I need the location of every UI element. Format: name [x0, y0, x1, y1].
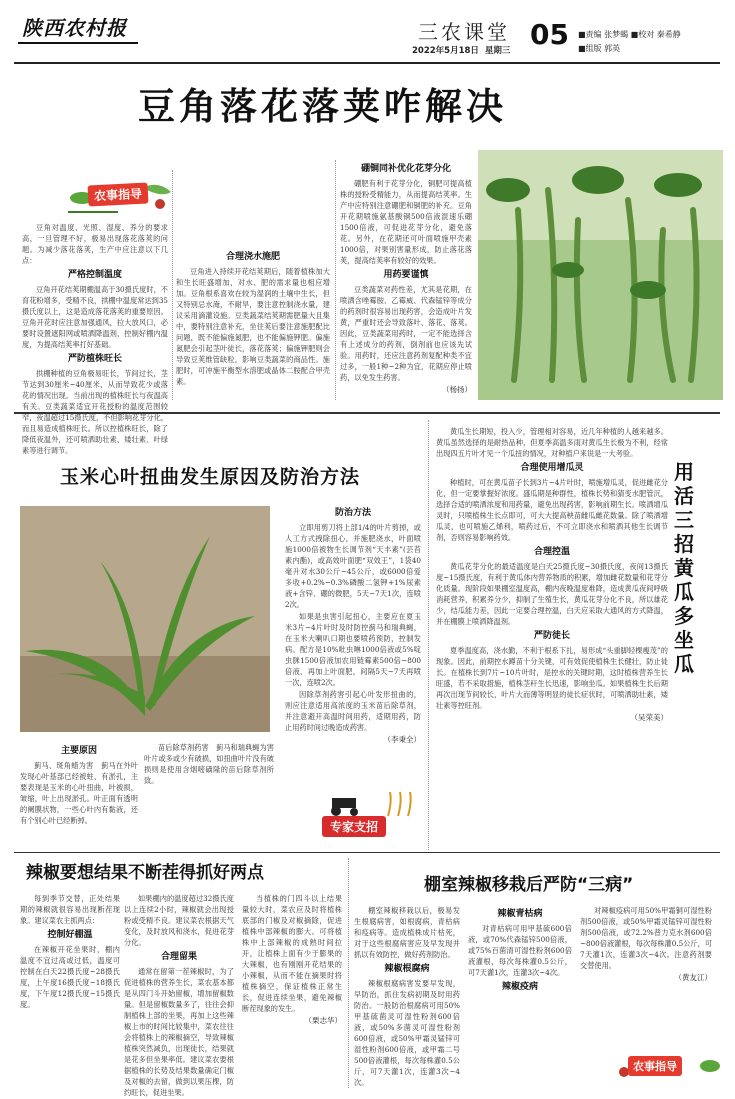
article-1-para-4: 硼肥有利于花芽分化，铜肥可提高植株的授粉受精能力，从而提高结荚率。生产中应特别注意硼肥和铜肥的补充。豆角开花期喷施氨基酸铜500倍液混速乐硼1500倍液，可促进花芽分化，避免落花。另外，在花期还可叶面喷施甲壳素1000倍，对果别害量形成，防止落花落荚，提高结荚率有较好的效果。 — [340, 179, 472, 265]
article-4-author: （栗志华） — [304, 1016, 342, 1025]
credits-line-1: ■责编 张梦蝎 ■校对 秦希静 — [578, 30, 681, 39]
credits — [578, 28, 681, 56]
article-4-para-4: 通常在留第一茬辣椒时，为了促进植株的营养生长，菜农基本都是从四门斗开始留椒，增加留椒数量。但是留椒数量多了，往往会抑制植株上部的坐果，再加上这些辣椒上市的时间比较集中，菜农往往会将植株上的辣椒摘空，导致辣椒植株突然减负，出现徒长，结果就是花多但坐果率低。建议菜农要根据植株的长势及结果数量确定门椒及对椒的去留，做到以果压棵，防约旺长，促进坐果。 — [124, 967, 234, 1097]
article-3-title: 用活三招 黄瓜多坐瓜 — [674, 460, 694, 676]
nongshi-badge — [48, 178, 178, 218]
article-4-para-2: 在辣椒开花坐果时，棚内温度不宜过高或过低，温度可控制在白天22摄氏度~28摄氏度，上午度16摄氏度~18摄氏度，下午度12摄氏度~15摄氏度。 — [20, 945, 120, 1009]
nongshi-badge-bottom-label: 农事指导 — [628, 1056, 682, 1076]
nongshi-badge-label: 农事指导 — [87, 182, 148, 206]
article-1-intro: 豆角对温度、光照、湿度、养分的要求高，一旦管理不好，极易出现落花落荚的问题。为减少落花落荚，生产中应注意以下几点： — [22, 223, 168, 265]
corn-photo — [20, 506, 270, 732]
column-name: 三农课堂 — [418, 20, 510, 44]
article-5-title: 棚室辣椒移栽后严防“三病” — [424, 875, 634, 895]
article-1-para-5: 豆类蔬菜对药性差，尤其是花期，在喷洒含唑霉胺、乙霉威、代森锰锌等成分的药剂时很容易出现药害，会造成叶片发黄，严重时还会导致落叶、落花、落荚。因此，豆类蔬菜用药时，一定不能选择含有上述成分的药剂，倒剂前也应该先试验。用药时，还应注意药剂复配种类不宜过多，一般1种~2种为宜，花期应停止喷药，以免发生药害。 — [340, 285, 472, 382]
article-1-title: 豆角落花落荚咋解决 — [138, 85, 507, 128]
zhuanjia-badge — [318, 790, 428, 836]
article-2-para-3: 立即用剪刀将上部1/4的叶片剪掉，或人工方式拽除扭心，并施肥浇水，叶面喷施1000倍被物生长调节剂“天丰素”(芸苔素内酯)，或高效叶面肥“双效王”，1袋40毫升对水30公斤~45公斤，或6000倍爱多收+0.2%~0.3%磷酸二氢钾+1%尿素液+含锌、硼的微肥，5天~7天1次，连喷2次。 — [285, 523, 421, 609]
article-4-subhead-2: 合理留果 — [160, 952, 197, 962]
corn-seedling-image — [20, 506, 270, 732]
article-1-para-3: 豆角进入持续开花结荚期后，随着植株加大和生长旺盛增加，对水、肥的需求量也相应增加。豆角根系喜欢在较为湿润的土壤中生长，但又特别忌水淹，不耐旱，要注意控制浇水量，建议采用滴灌设施。豆类蔬菜结荚期需肥量大且集中，要特别注意补充，坐住荚后要注意施肥配比问题，既不能偏施氮肥，也不能偏施钾肥。偏施氮肥会引起茎叶徒长，落花落荚；偏施钾肥则会导致豆荚维管缺粒，影响豆类蔬菜的商品性。施肥时，可冲施平衡型水溶肥或晶体二胺配合甲壳素。 — [176, 267, 330, 386]
article-4-col-1 — [20, 893, 120, 1011]
article-2-title: 玉米心叶扭曲发生原因及防治方法 — [60, 466, 361, 488]
article-3-col-1 — [436, 426, 668, 723]
article-4-title: 辣椒要想结果不断茬得抓好两点 — [26, 863, 264, 883]
article-4-para-5: 当植株的门四斗以上结果量较大时，菜农应及时将植株底部的门椒及对椒摘除，促进植株中部辣椒的膨大。可将植株中上部辣椒的成熟时间拉开，让植株上面有少于膨果的大辣椒，也有刚刚开花结果的小辣椒，从而不能在摘果时将植株摘空，保证植株正常生长，促进连续坐果，避免辣椒断茬现象的发生。 — [242, 894, 342, 1013]
article-4-subhead-1: 控制好棚温 — [47, 930, 93, 940]
article-2-author: （李秉全） — [383, 735, 421, 744]
bean-photo — [478, 150, 723, 400]
article-1-subhead-5: 用药要谨慎 — [383, 270, 429, 280]
article-2-para-2: 苗后除草剂药害 蓟马和瑞典蝇为害叶片或多或少有破损，如扭曲叶片没有破损则是使用含烟嘧磺隆的苗后除草剂所致。 — [144, 743, 274, 785]
page-date — [412, 44, 510, 56]
divider — [348, 858, 349, 1088]
article-5-col-2 — [468, 905, 572, 996]
credits-line-2: ■组版 郭英 — [578, 44, 621, 53]
article-5-subhead-2: 辣椒青枯病 — [497, 909, 543, 919]
article-1-col-2 — [176, 160, 330, 388]
newspaper-logo: 陕西农村报 — [22, 16, 127, 40]
article-3-para-4: 夏季温度高，浇水勤，不利于根系下扎，易形成“头重脚轻棵瘦茂”的现象。因此，前期控水蹲苗十分关键，可有效促使植株生长健壮，防止徒长。在植株长到7片~10片叶时，是控水的关键时期，这时植株营养生长旺盛，若不采取措施，植株茎秆生长迅速，影响坐瓜。如果植株生长后期再次出现节间较长，叶片大而薄等明显的徒长症状时，可喷洒助壮素，矮壮素等控旺剂。 — [436, 646, 668, 710]
article-5-subhead-3: 辣椒疫病 — [501, 982, 538, 992]
article-3-para-2: 种植时，可在黄瓜苗子长到3片~4片叶时，喷施增瓜灵，促进雌花分化，但一定要掌握好浓度。盛瓜期是种群性，植株长势和猜变水肥管沉，选择合适的喷洒浓度和用药量，避免出现药害，影响前期生长。喷洒增瓜灵时，只喷植株生长点即可，可大大提高秧苗雌瓜雌花数量。除了喷洒增瓜灵，也可喷施乙烯利，喷药过后，不可立即浇水和喷洒其他生长调节剂，否则容易影响药效。 — [436, 478, 668, 542]
divider — [428, 420, 429, 850]
page-number: 05 — [530, 18, 569, 51]
article-5-author: （黄友江） — [674, 973, 712, 982]
article-2-subhead-2: 防治方法 — [334, 508, 371, 518]
section-rule — [14, 852, 720, 853]
article-5-col-3 — [580, 905, 712, 983]
weekday-text: 星期三 — [484, 46, 511, 56]
article-5-para-4: 对辣椒疫病可用50%甲霜铜可湿性粉剂500倍液，或50%甲霜灵锰锌可湿性粉剂500倍液，或72.2%普力克水剂600倍~800倍液灌根，每次每株灌0.5公斤，可7天灌1次，连灌3次~4次。注意药剂要交替使用。 — [580, 906, 712, 970]
article-3-subhead-3: 严防徒长 — [533, 631, 570, 641]
article-1-subhead-3b: 合理浇水施肥 — [225, 252, 280, 262]
article-2-para-5: 因除草剂药害引起心叶发形扭曲的，则应注意适用高浓度的玉米苗后除草剂，并注意避开高温时间用药，适期用药，防止用药时间过晚造成药害。 — [285, 690, 421, 732]
article-1-subhead-2: 严防植株旺长 — [67, 354, 122, 364]
tractor-wheat-icon — [318, 790, 428, 818]
masthead-rule — [14, 62, 720, 64]
article-2-col-3 — [285, 504, 421, 745]
article-2-col-2 — [144, 742, 274, 787]
date-text: 2022年5月18日 — [412, 46, 479, 56]
article-1-subhead-4: 硼铜同补优化花芽分化 — [360, 164, 451, 174]
article-1-col-1 — [22, 222, 168, 457]
article-3-subhead-1: 合理使用增瓜灵 — [520, 463, 584, 473]
article-3-subhead-2: 合理控温 — [533, 547, 570, 557]
article-3-author: （吴荣美） — [630, 713, 668, 722]
article-5-para-1: 棚室辣椒移栽以后，极易发生根腐病害，如根腐病，青枯病和疫病等。造成植株成片枯死，对于这些根腐病害应及早发现并抓以有效防控，做好药剂防治。 — [354, 906, 460, 959]
zhuanjia-badge-label: 专家支招 — [322, 816, 386, 837]
green-beans-image — [478, 150, 723, 400]
article-5-para-3: 对青枯病可用甲基硫600倍液，或70%代森锰锌500倍液，或75%百菌清可湿性粉剂600倍液灌根，每次每株灌0.5公斤，可7天灌1次，连灌3次~4次。 — [468, 924, 572, 977]
article-1-col-3 — [340, 160, 472, 395]
article-1-para-2: 拱棚种植的豆角极易旺长，节间过长，茎节达到30厘米~40厘米，从而导致花少或落花的情况出现。当前出现的植株旺长与夜温高有关。豆类蔬菜适宜开花授粉的温度范围较窄，夜温超过15摄氏度，不但影响花芽分化，而且易造成植株旺长。所以控植株旺长，除了降低夜温外，还可喷洒助壮素、矮壮素、叶绿素等进行调节。 — [22, 369, 168, 455]
nongshi-badge-bottom — [612, 1048, 722, 1084]
masthead — [0, 0, 735, 62]
article-1-para-1: 豆角开花结荚期棚温高于30摄氏度时，不育花粉增多，受精不良，拱棚中温度常达到35摄氏度以上，这是造成落花落荚的重要原因。豆角开花时应注意加强通风，拉大放风口，必要时设置遮阳网或喷洒降温剂，控制好棚内温度，为提高结荚率打好基础。 — [22, 285, 168, 349]
article-1-author: （杨扬） — [442, 385, 472, 394]
article-4-para-1: 每到季节交替，正处结果期的辣椒就很容易出现断茬现象。建议菜农主抓两点： — [20, 894, 120, 925]
article-3-para-1: 黄瓜生长期短，投入少，管理相对容易，近几年种植的人越来越多。黄瓜虽然选择的是耐热品种，但夏季高温多雨对黄瓜生长极为不利，经常出现四五片叶才见一个瓜扭的情况，对种植户来说是一大考验。 — [436, 427, 668, 458]
article-4-para-3: 如果棚内的温度超过32摄氏度以上连续2小时，辣椒就会出现授粉或受精不良。建议菜农根据天气变化，及时放风和浇水，促进花芽分化。 — [124, 894, 234, 947]
article-5-subhead-1: 辣椒根腐病 — [384, 964, 430, 974]
divider — [335, 160, 336, 400]
article-4-col-2 — [124, 893, 234, 1099]
section-rule — [14, 412, 720, 414]
article-4-col-3 — [242, 893, 342, 1026]
divider — [172, 170, 173, 400]
article-2-para-1: 蓟马、斑角蜡为害 蓟马在外叶发现心叶基部已经被蛀、有淤孔，主要表现是玉米的心叶扭曲，叶被损，皱缩，叶上出现淤孔。叶正面有透明的阑膜状物，一些心叶内有黏液，还有个别心叶已经断掉。 — [20, 761, 138, 825]
article-2-col-1 — [20, 742, 138, 827]
logo-underline — [18, 42, 138, 44]
article-1-subhead-1: 严格控制温度 — [67, 270, 122, 280]
article-2-para-4: 如果是虫害引起扭心，主要应在夏玉米3片~4片叶时及时防控蓟马和瑞典蝇，在玉米大喇叭口期也要喷药预防，控制发病。配方是10%吡虫啉1000倍液或5%啶虫脒1500倍液加农用链霉素500倍~800倍液，再加上叶面肥，间隔5天~7天再喷一次，连喷2次。 — [285, 612, 421, 687]
article-3-para-3: 黄瓜花芽分化的最适温度是白天25摄氏度~30摄氏度，夜间13摄氏度~15摄氏度，有利于黄瓜体内营养物质的积累，增加雌花数量和花芽分化质量。现阶段如果棚室温度高，棚内夜晚温度难降，造成黄瓜夜间呼吸消耗营养，积累养分少，抑制了生殖生长，黄瓜花芽分化不良，所以雄花少，结瓜能力差，因此一定要合理控温，白天应采取大通风的方式降温，并在棚膜上喷洒降温剂。 — [436, 562, 668, 626]
article-5-para-2: 辣椒根腐病害发要早发现，早防治，抓住发病初期及时用药防治。一般防治根腐病可用50%甲基硫菌灵可湿性粉剂600倍液，或50%多菌灵可湿性粉剂600倍液，或50%甲霜灵锰锌可湿性粉剂600倍液，或甲霜二号500倍液灌根，每次每株灌0.5公斤，可7天灌1次，连灌3次~4次。 — [354, 979, 460, 1087]
article-2-subhead-1: 主要原因 — [60, 746, 97, 756]
article-5-col-1 — [354, 905, 460, 1089]
